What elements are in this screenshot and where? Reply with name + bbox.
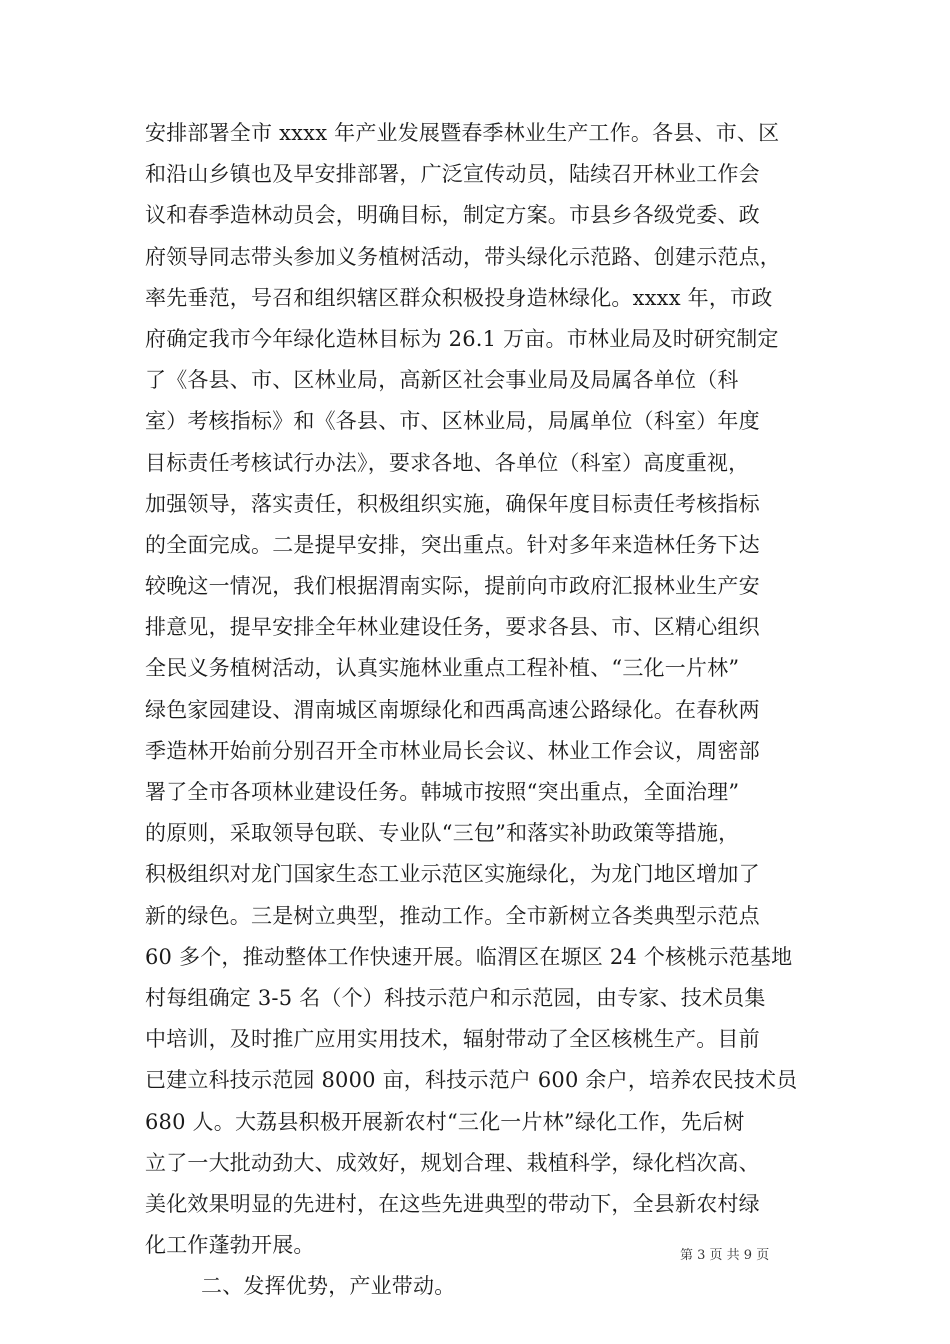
- text-line: 率先垂范，号召和组织辖区群众积极投身造林绿化。xxxx 年，市政: [145, 285, 773, 310]
- page-number: 第 3 页 共 9 页: [680, 1248, 770, 1263]
- body-text: [145, 113, 825, 1307]
- text-line: 60 多个，推动整体工作快速开展。临渭区在塬区 24 个核桃示范基地: [145, 944, 793, 969]
- text-line: 的全面完成。二是提早安排，突出重点。针对多年来造林任务下达: [145, 532, 760, 557]
- text-line: 较晚这一情况，我们根据渭南实际，提前向市政府汇报林业生产安: [145, 574, 760, 599]
- text-line: 的原则，采取领导包联、专业队“三包”和落实补助政策等措施，: [145, 821, 740, 846]
- text-line: 680 人。大荔县积极开展新农村“三化一片林”绿化工作，先后树: [145, 1109, 745, 1134]
- text-line: 积极组织对龙门国家生态工业示范区实施绿化，为龙门地区增加了: [145, 862, 760, 887]
- text-line: 安排部署全市 xxxx 年产业发展暨春季林业生产工作。各县、市、区: [145, 121, 780, 145]
- text-line: 全民义务植树活动，认真实施林业重点工程补植、“三化一片林”: [145, 656, 740, 681]
- text-line: 季造林开始前分别召开全市林业局长会议、林业工作会议，周密部: [145, 738, 760, 763]
- text-line: 加强领导，落实责任，积极组织实施，确保年度目标责任考核指标: [145, 491, 760, 516]
- text-line: 室）考核指标》和《各县、市、区林业局，局属单位（科室）年度: [145, 409, 760, 434]
- text-line: 府确定我市今年绿化造林目标为 26.1 万亩。市林业局及时研究制定: [145, 326, 779, 351]
- text-line: 已建立科技示范园 8000 亩，科技示范户 600 余户，培养农民技术员: [145, 1068, 798, 1093]
- text-line: 目标责任考核试行办法》，要求各地、各单位（科室）高度重视，: [145, 450, 750, 475]
- text-line: 议和春季造林动员会，明确目标，制定方案。市县乡各级党委、政: [145, 203, 760, 228]
- text-line: 了《各县、市、区林业局，高新区社会事业局及局属各单位（科: [145, 368, 739, 393]
- text-line: 绿色家园建设、渭南城区南塬绿化和西禹高速公路绿化。在春秋两: [145, 697, 760, 722]
- text-line: 中培训，及时推广应用实用技术，辐射带动了全区核桃生产。目前: [145, 1027, 760, 1052]
- text-line: 美化效果明显的先进村，在这些先进典型的带动下，全县新农村绿: [145, 1191, 760, 1216]
- text-line: 排意见，提早安排全年林业建设任务，要求各县、市、区精心组织: [145, 615, 760, 640]
- text-line: 和沿山乡镇也及早安排部署，广泛宣传动员，陆续召开林业工作会: [145, 162, 760, 187]
- text-line: 立了一大批动劲大、成效好，规划合理、栽植科学，绿化档次高、: [145, 1150, 760, 1175]
- text-line: 村每组确定 3-5 名（个）科技示范户和示范园，由专家、技术员集: [145, 985, 766, 1010]
- text-line: 化工作蓬勃开展。: [145, 1233, 315, 1258]
- text-line: 署了全市各项林业建设任务。韩城市按照“突出重点，全面治理”: [145, 780, 740, 804]
- text-line: 府领导同志带头参加义务植树活动，带头绿化示范路、创建示范点，: [145, 244, 781, 269]
- section-heading: 二、发挥优势，产业带动。: [201, 1274, 456, 1299]
- text-line: 新的绿色。三是树立典型，推动工作。全市新树立各类典型示范点: [145, 903, 760, 928]
